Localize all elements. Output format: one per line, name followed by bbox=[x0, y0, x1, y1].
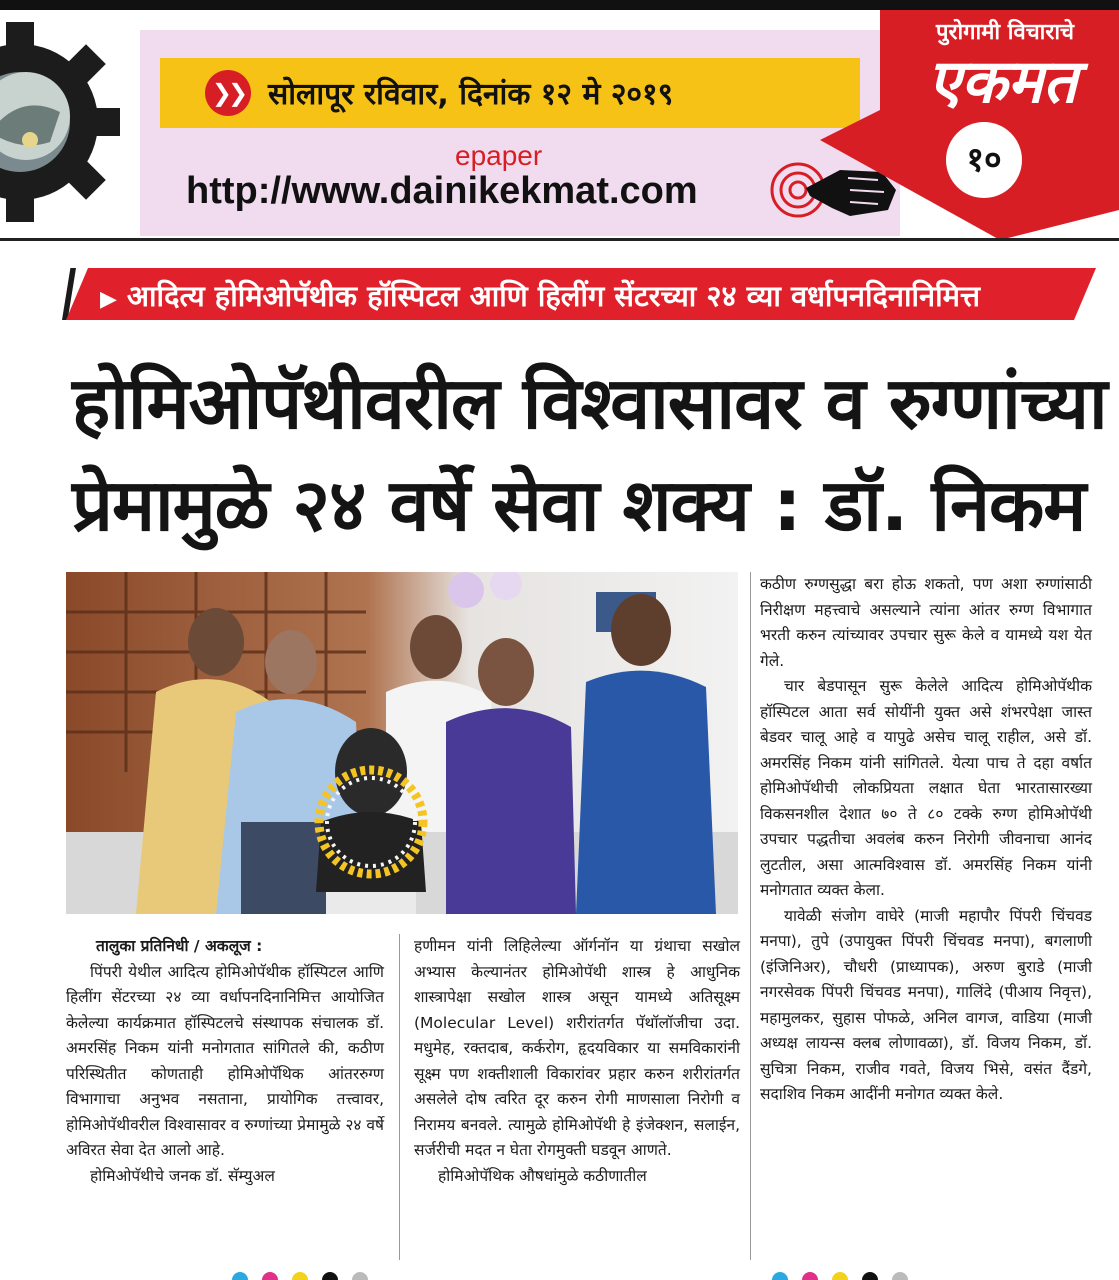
masthead-divider bbox=[0, 238, 1119, 241]
double-chevron-icon: ❯❯ bbox=[205, 70, 251, 116]
masthead bbox=[0, 0, 1119, 240]
column-divider bbox=[399, 934, 400, 1260]
epaper-label: epaper bbox=[455, 140, 543, 171]
headline-line-1: होमिओपॅथीवरील विश्वासावर व रुग्णांच्या bbox=[72, 361, 1107, 445]
paragraph: कठीण रुग्णसुद्धा बरा होऊ शकतो, पण अशा रुग्णांसाठी निरीक्षण महत्त्वाचे असल्याने त्यांना आंतर रुग्ण विभागात भरती करुन त्यांच्यावर उपचार सुरू केले व यामध्ये यश येत गेले. bbox=[760, 575, 1092, 670]
headline bbox=[72, 352, 1107, 556]
website-url[interactable]: http://www.dainikekmat.com bbox=[186, 170, 698, 212]
paragraph: चार बेडपासून सुरू केलेले आदित्य होमिओपॅथीक हॉस्पिटल आता सर्व सोयींनी युक्त असे शंभरपेक्षा जास्त बेडवर चालू आहे व यापुढे असेच चालू राहील, असे डॉ. अमरसिंह निकम यांनी सांगितले. येत्या पाच ते दहा वर्षात होमिओपॅथीची लोकप्रियता लक्षात घेता भारतासारख्या विकसनशील देशात ७० ते ८० टक्के रुग्ण होमिओपॅथी उपचार पद्धतीचा अवलंब करुन निरोगी जीवनाचा आनंद लुटतील, असा आत्मविश्वास डॉ. अमरसिंह निकम यांनी मनोगतात व्यक्त केला. bbox=[760, 677, 1092, 899]
byline: तालुका प्रतिनिधी / अकलूज : bbox=[96, 937, 263, 955]
page-number-badge: १० bbox=[946, 122, 1022, 198]
brand-tagline: पुरोगामी विचाराचे bbox=[935, 20, 1075, 45]
paragraph: होमिओपॅथीचे जनक डॉ. सॅम्युअल bbox=[90, 1166, 275, 1185]
print-registration-marks bbox=[230, 1270, 380, 1280]
article-column-1 bbox=[66, 934, 384, 1189]
paragraph: होमिओपॅथिक औषधांमुळे कठीणातील bbox=[438, 1166, 647, 1185]
kicker-text: आदित्य होमिओपॅथीक हॉस्पिटल आणि हिलींग सेंटरच्या २४ व्या वर्धापनदिनानिमित्त bbox=[126, 279, 981, 313]
gear-icon bbox=[0, 22, 140, 222]
headline-line-2: प्रेमामुळे २४ वर्षे सेवा शक्य : डॉ. निकम bbox=[72, 463, 1086, 547]
print-registration-marks bbox=[770, 1270, 920, 1280]
paragraph: यावेळी संजोग वाघेरे (माजी महापौर पिंपरी चिंचवड मनपा), तुपे (उपायुक्त पिंपरी चिंचवड मनपा), बगलाणी (इंजिनिअर), चौधरी (प्राध्यापक), अरुण बुराडे (माजी नगरसेवक पिंपरी चिंचवड मनपा), गालिंदे (पीआय निवृत्त), महामुलकर, सुहास पोफळे, अनिल वागज, वाडिया (माजी अध्यक्ष लायन्स क्लब लोणावळा), डॉ. विजय निकम, डॉ. सुचित्रा निकम, राजीव गवते, विजय भिसे, वसंत दैंडगे, सदाशिव निकम आदींनी मनोगत व्यक्त केले. bbox=[760, 906, 1092, 1103]
date-line: सोलापूर रविवार, दिनांक १२ मे २०१९ bbox=[268, 77, 674, 112]
article-column-3 bbox=[760, 572, 1092, 1108]
play-arrow-icon: ▶ bbox=[100, 287, 117, 312]
kicker bbox=[100, 276, 980, 315]
paragraph: हणीमन यांनी लिहिलेल्या ऑर्गनॉन या ग्रंथाचा सखोल अभ्यास केल्यानंतर होमिओपॅथी शास्त्र हे आधुनिक शास्त्रापेक्षा सखोल शास्त्र असून यामध्ये अतिसूक्ष्म (Molecular Level) शरीरांतर्गत पॅथॉलॉजीचा उदा. मधुमेह, रक्तदाब, कर्करोग, हृदयविकार या समविकारांनी सूक्ष्म पण शक्तीशाली विकारांवर प्रहार करुन शरीरांतर्गत असलेले दोष त्वरित दूर करुन रोगी माणसाला निरोगी व निरामय बनवले. त्यामुळे होमिओपॅथी हे इंजेक्शन, सलाईन, सर्जरीची मदत न घेता रोगमुक्ती घडवून आणते. bbox=[414, 937, 740, 1159]
article-photo bbox=[66, 572, 738, 914]
column-divider bbox=[750, 572, 751, 1260]
masthead-top-bar bbox=[0, 0, 1119, 10]
article-column-2 bbox=[414, 934, 740, 1189]
paragraph: पिंपरी येथील आदित्य होमिओपॅथीक हॉस्पिटल आणि हिलींग सेंटरच्या २४ व्या वर्धापनदिनानिमित्त आयोजित केलेल्या कार्यक्रमात हॉस्पिटलचे संस्थापक संचालक डॉ. अमरसिंह निकम यांनी मनोगतात सांगितले की, कठीण परिस्थितीत कोणताही होमिओपॅथिक आंतररुग्ण विभागाचा अनुभव नसताना, प्रायोगिक तत्त्वावर, होमिओपॅथीवरील विश्वासावर व रुग्णांच्या प्रेमामुळे २४ वर्षे अविरत सेवा देत आलो आहे. bbox=[66, 962, 384, 1159]
brand-logo-text: एकमत bbox=[927, 47, 1078, 117]
